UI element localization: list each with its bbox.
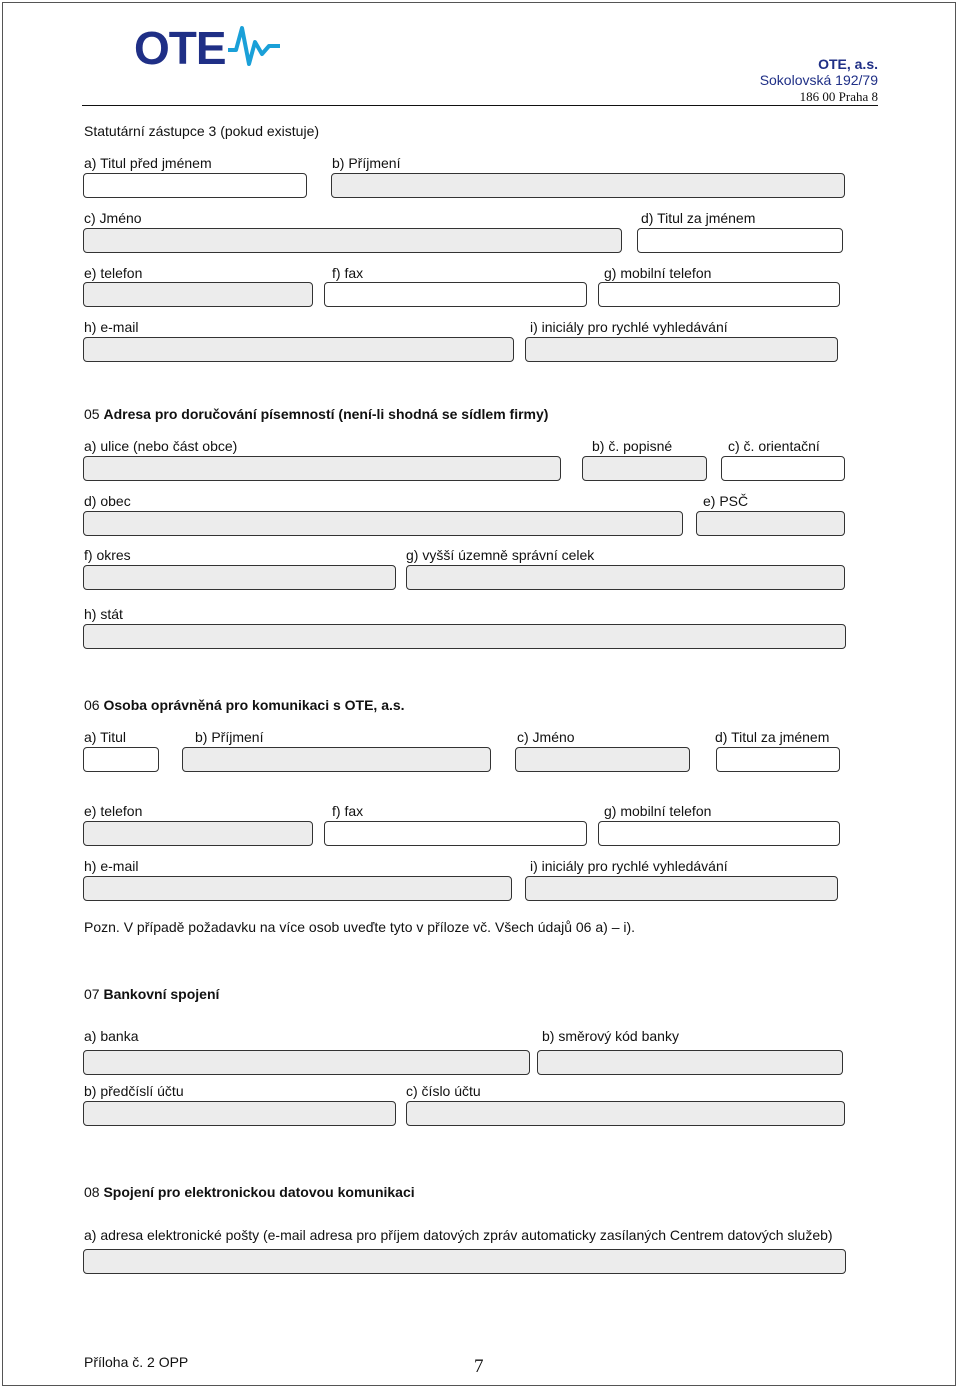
section07-account-number-label: c) číslo účtu xyxy=(406,1083,481,1099)
statutory3-email-input[interactable] xyxy=(84,338,513,361)
header-divider xyxy=(82,105,878,106)
statutory3-title: Statutární zástupce 3 (pokud existuje) xyxy=(84,123,320,139)
section05-postcode-field[interactable] xyxy=(696,511,845,536)
statutory3-phone-label: e) telefon xyxy=(84,265,143,281)
section06-title-after-input[interactable] xyxy=(717,748,839,771)
section05-orientation-number-input[interactable] xyxy=(722,457,844,480)
section08-heading xyxy=(84,1184,415,1200)
section08-email-field[interactable] xyxy=(83,1249,846,1274)
section05-district-label: f) okres xyxy=(84,547,131,563)
statutory3-firstname-field[interactable] xyxy=(83,228,622,253)
section05-country-field[interactable] xyxy=(83,624,846,649)
statutory3-surname-input[interactable] xyxy=(332,174,844,197)
section07-bank-field[interactable] xyxy=(83,1050,530,1075)
statutory3-email-label: h) e-mail xyxy=(84,319,139,335)
section05-postcode-input[interactable] xyxy=(697,512,844,535)
section06-phone-input[interactable] xyxy=(84,822,312,845)
section06-surname-field[interactable] xyxy=(182,747,491,772)
section06-firstname-field[interactable] xyxy=(515,747,690,772)
company-name: OTE, a.s. xyxy=(818,56,878,72)
section07-number: 07 xyxy=(84,986,104,1002)
footer-attachment-label: Příloha č. 2 OPP xyxy=(84,1354,189,1370)
section08-number: 08 xyxy=(84,1184,104,1200)
section05-orientation-number-label: c) č. orientační xyxy=(728,438,820,454)
section06-firstname-input[interactable] xyxy=(516,748,689,771)
statutory3-mobile-input[interactable] xyxy=(599,283,839,306)
section06-phone-field[interactable] xyxy=(83,821,313,846)
statutory3-phone-field[interactable] xyxy=(83,282,313,307)
statutory3-fax-input[interactable] xyxy=(325,283,586,306)
section06-initials-field[interactable] xyxy=(525,876,838,901)
section07-account-number-field[interactable] xyxy=(406,1101,845,1126)
section06-title: Osoba oprávněná pro komunikaci s OTE, a.s. xyxy=(103,697,405,713)
statutory3-firstname-label: c) Jméno xyxy=(84,210,142,226)
section07-account-prefix-label: b) předčíslí účtu xyxy=(84,1083,184,1099)
section06-fax-field[interactable] xyxy=(324,821,587,846)
section06-phone-label: e) telefon xyxy=(84,803,143,819)
section06-number: 06 xyxy=(84,697,104,713)
section05-region-input[interactable] xyxy=(407,566,844,589)
logo-wave-icon xyxy=(228,28,280,64)
statutory3-title-after-field[interactable] xyxy=(637,228,843,253)
statutory3-fax-label: f) fax xyxy=(332,265,364,281)
section05-number: 05 xyxy=(84,406,104,422)
section06-firstname-label: c) Jméno xyxy=(517,729,575,745)
section05-street-input[interactable] xyxy=(84,457,560,480)
section05-house-number-label: b) č. popisné xyxy=(592,438,673,454)
section07-title: Bankovní spojení xyxy=(103,986,220,1002)
section05-postcode-label: e) PSČ xyxy=(703,493,749,509)
statutory3-initials-label: i) iniciály pro rychlé vyhledávání xyxy=(530,319,728,335)
section06-mobile-input[interactable] xyxy=(599,822,839,845)
section07-account-prefix-input[interactable] xyxy=(84,1102,395,1125)
section05-district-input[interactable] xyxy=(84,566,395,589)
section06-initials-input[interactable] xyxy=(526,877,837,900)
section05-region-field[interactable] xyxy=(406,565,845,590)
statutory3-title-after-label: d) Titul za jménem xyxy=(641,210,756,226)
section05-country-input[interactable] xyxy=(84,625,845,648)
section06-title-input[interactable] xyxy=(84,748,158,771)
section05-house-number-field[interactable] xyxy=(582,456,707,481)
section07-account-number-input[interactable] xyxy=(407,1102,844,1125)
logo-text: OTE xyxy=(134,22,226,70)
section05-house-number-input[interactable] xyxy=(583,457,706,480)
section05-street-label: a) ulice (nebo část obce) xyxy=(84,438,238,454)
statutory3-phone-input[interactable] xyxy=(84,283,312,306)
section06-title-field[interactable] xyxy=(83,747,159,772)
section05-region-label: g) vyšší územně správní celek xyxy=(406,547,595,563)
section06-title-after-label: d) Titul za jménem xyxy=(715,729,830,745)
section06-mobile-label: g) mobilní telefon xyxy=(604,803,712,819)
section07-bank-label: a) banka xyxy=(84,1028,139,1044)
section06-title-label: a) Titul xyxy=(84,729,127,745)
section07-bank-code-input[interactable] xyxy=(538,1051,842,1074)
statutory3-mobile-field[interactable] xyxy=(598,282,840,307)
statutory3-surname-label: b) Příjmení xyxy=(332,155,401,171)
statutory3-title-before-label: a) Titul před jménem xyxy=(84,155,212,171)
footer-page-number: 7 xyxy=(474,1356,484,1377)
section07-bank-code-field[interactable] xyxy=(537,1050,843,1075)
page-border xyxy=(2,2,956,1386)
section06-note: Pozn. V případě požadavku na více osob uveďte tyto v příloze vč. Všech údajů 06 a) – i). xyxy=(84,919,636,935)
statutory3-initials-input[interactable] xyxy=(526,338,837,361)
section07-bank-input[interactable] xyxy=(84,1051,529,1074)
section05-town-label: d) obec xyxy=(84,493,131,509)
section05-town-field[interactable] xyxy=(83,511,683,536)
statutory3-initials-field[interactable] xyxy=(525,337,838,362)
section05-orientation-number-field[interactable] xyxy=(721,456,845,481)
section08-title: Spojení pro elektronickou datovou komunikaci xyxy=(103,1184,415,1200)
statutory3-fax-field[interactable] xyxy=(324,282,587,307)
statutory3-email-field[interactable] xyxy=(83,337,514,362)
section06-fax-input[interactable] xyxy=(325,822,586,845)
section07-bank-code-label: b) směrový kód banky xyxy=(542,1028,679,1044)
section05-town-input[interactable] xyxy=(84,512,682,535)
section08-email-label: a) adresa elektronické pošty (e-mail adresa pro příjem datových zpráv automaticky zasílaných Centrem datových služeb) xyxy=(84,1227,833,1243)
statutory3-mobile-label: g) mobilní telefon xyxy=(604,265,712,281)
statutory3-title-before-input[interactable] xyxy=(84,174,306,197)
section06-email-input[interactable] xyxy=(84,877,511,900)
section05-heading xyxy=(84,406,548,422)
section06-email-label: h) e-mail xyxy=(84,858,139,874)
section05-street-field[interactable] xyxy=(83,456,561,481)
statutory3-title-before-field[interactable] xyxy=(83,173,307,198)
section05-title: Adresa pro doručování písemností (není-li shodná se sídlem firmy) xyxy=(103,406,549,422)
company-street: Sokolovská 192/79 xyxy=(759,72,878,88)
section06-initials-label: i) iniciály pro rychlé vyhledávání xyxy=(530,858,728,874)
statutory3-title-after-input[interactable] xyxy=(638,229,842,252)
ote-logo xyxy=(134,20,284,70)
statutory3-firstname-input[interactable] xyxy=(84,229,621,252)
section06-heading xyxy=(84,697,405,713)
section06-email-field[interactable] xyxy=(83,876,512,901)
section05-district-field[interactable] xyxy=(83,565,396,590)
section06-surname-input[interactable] xyxy=(183,748,490,771)
statutory3-surname-field[interactable] xyxy=(331,173,845,198)
ote-logo-graphic xyxy=(134,20,284,70)
section06-mobile-field[interactable] xyxy=(598,821,840,846)
company-city: 186 00 Praha 8 xyxy=(799,89,878,104)
section06-fax-label: f) fax xyxy=(332,803,364,819)
section06-title-after-field[interactable] xyxy=(716,747,840,772)
section07-account-prefix-field[interactable] xyxy=(83,1101,396,1126)
section06-surname-label: b) Příjmení xyxy=(195,729,264,745)
section08-email-input[interactable] xyxy=(84,1250,845,1273)
section07-heading xyxy=(84,986,219,1002)
section05-country-label: h) stát xyxy=(84,606,123,622)
